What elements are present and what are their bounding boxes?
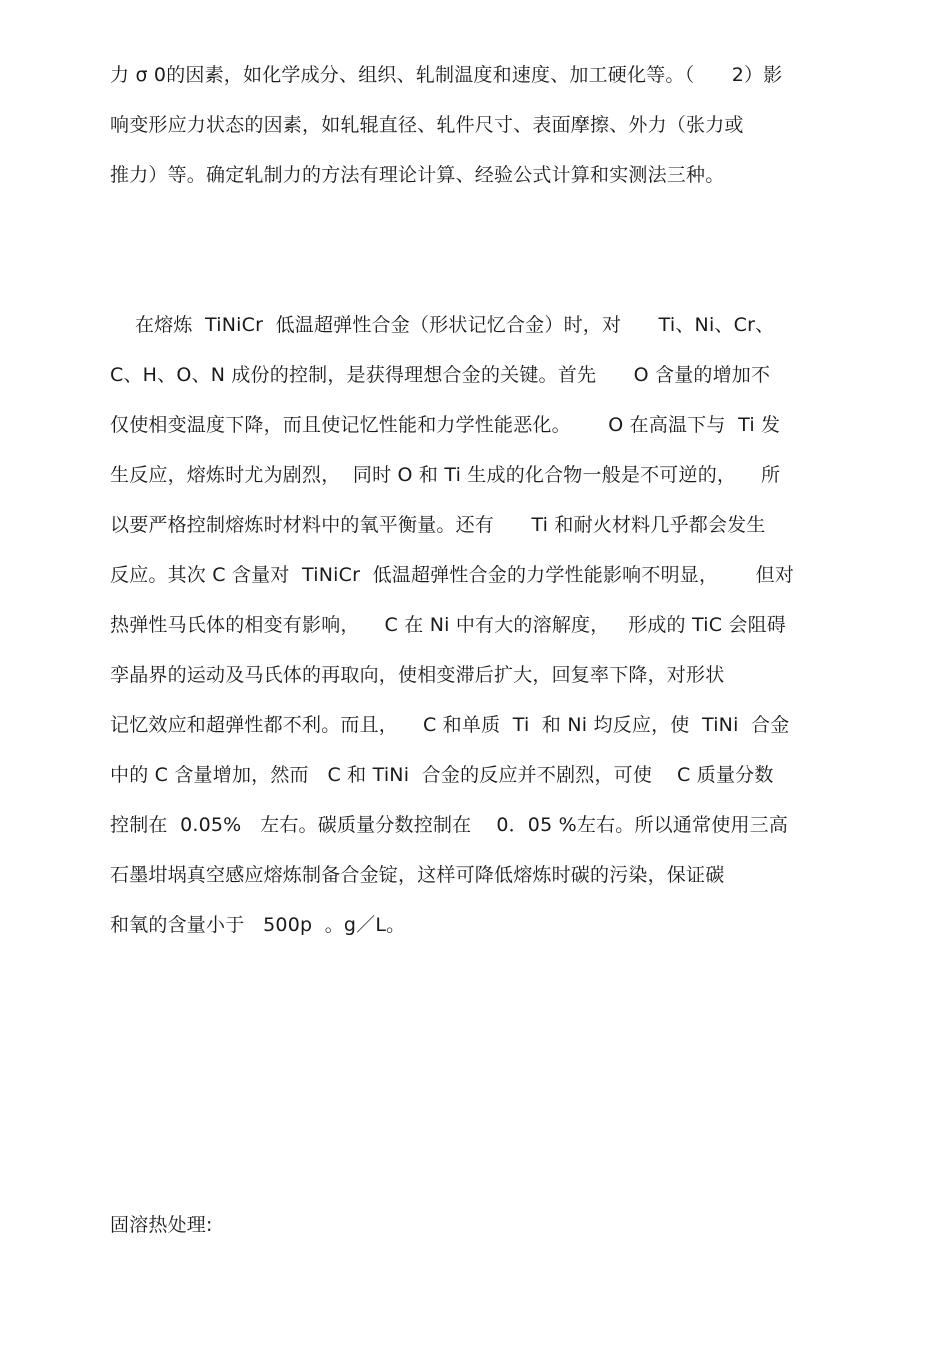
paragraph-2-line-6: 反应。其次 C 含量对 TiNiCr 低温超弹性合金的力学性能影响不明显， 但对 bbox=[110, 564, 795, 586]
paragraph-2-line-9: 记忆效应和超弹性都不利。而且， C 和单质 Ti 和 Ni 均反应，使 TiNi 合金 bbox=[110, 714, 790, 736]
section-heading-solution-treatment: 固溶热处理: bbox=[110, 1214, 213, 1236]
paragraph-2-line-4: 生反应，熔炼时尤为剧烈， 同时 O 和 Ti 生成的化合物一般是不可逆的， 所 bbox=[110, 464, 781, 486]
paragraph-2-line-8: 孪晶界的运动及马氏体的再取向，使相变滞后扩大，回复率下降，对形状 bbox=[110, 664, 725, 686]
paragraph-2-line-10: 中的 C 含量增加，然而 C 和 TiNi 合金的反应并不剧烈，可使 C 质量分数 bbox=[110, 764, 774, 786]
paragraph-2-line-2: C、H、O、N 成份的控制，是获得理想合金的关键。首先 O 含量的增加不 bbox=[110, 364, 771, 386]
paragraph-2-line-1: 在熔炼 TiNiCr 低温超弹性合金（形状记忆合金）时，对 Ti、Ni、Cr、 bbox=[110, 314, 775, 336]
paragraph-2-line-13: 和氧的含量小于 500p 。g／L。 bbox=[110, 914, 406, 936]
paragraph-1-line-2: 响变形应力状态的因素，如轧辊直径、轧件尺寸、表面摩擦、外力（张力或 bbox=[110, 114, 744, 136]
paragraph-1-line-1: 力 σ 0的因素，如化学成分、组织、轧制温度和速度、加工硬化等。（ 2）影 bbox=[110, 64, 783, 86]
paragraph-1-line-3: 推力）等。确定轧制力的方法有理论计算、经验公式计算和实测法三种。 bbox=[110, 164, 725, 186]
paragraph-2-line-3: 仅使相变温度下降，而且使记忆性能和力学性能恶化。 O 在高温下与 Ti 发 bbox=[110, 414, 781, 436]
paragraph-2-line-11: 控制在 0.05% 左右。碳质量分数控制在 0．05 %左右。所以通常使用三高 bbox=[110, 814, 789, 836]
paragraph-2-line-12: 石墨坩埚真空感应熔炼制备合金锭，这样可降低熔炼时碳的污染，保证碳 bbox=[110, 864, 725, 886]
paragraph-2-line-5: 以要严格控制熔炼时材料中的氧平衡量。还有 Ti 和耐火材料几乎都会发生 bbox=[110, 514, 766, 536]
paragraph-2-line-7: 热弹性马氏体的相变有影响， C 在 Ni 中有大的溶解度， 形成的 TiC 会阻碍 bbox=[110, 614, 787, 636]
